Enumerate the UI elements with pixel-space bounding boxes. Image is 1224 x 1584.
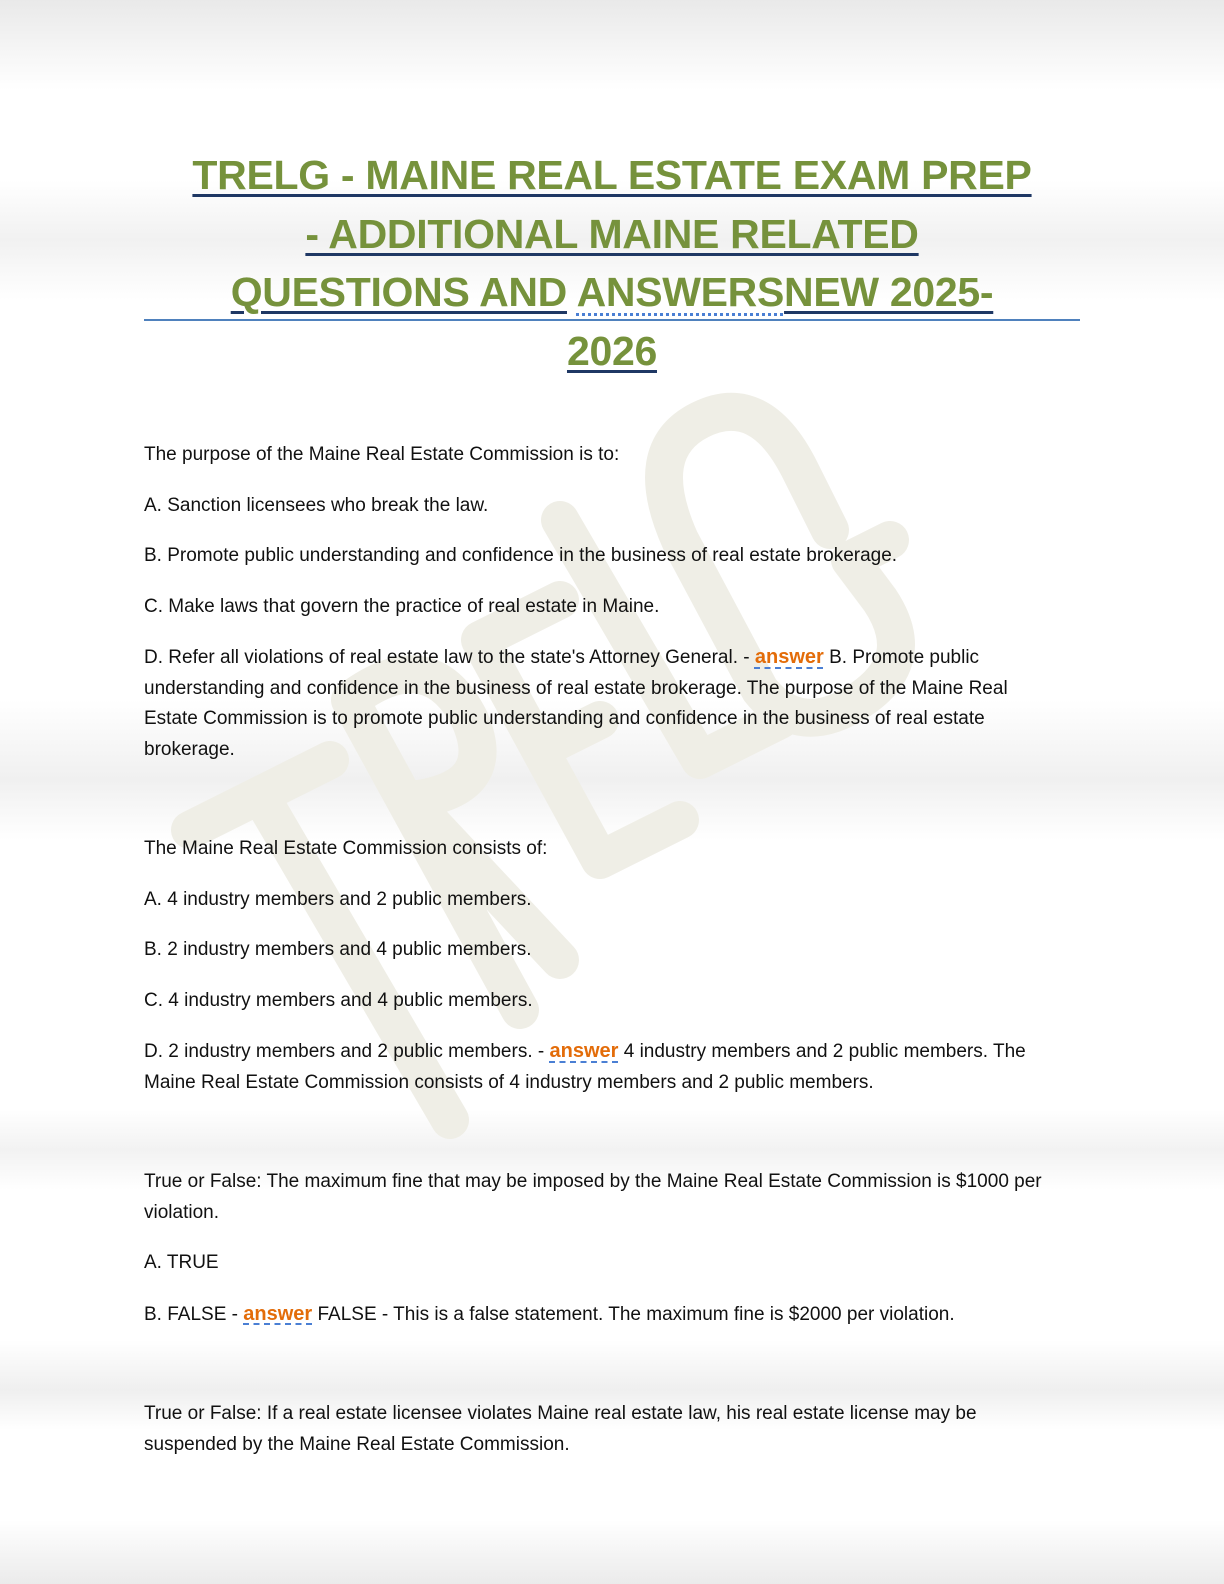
answer-text: 4 industry members and 2 public members. The Maine Real Estate Commission consists of 4 industry members and 2 public members. xyxy=(144,1041,1026,1093)
question-answer-paragraph: D. 2 industry members and 2 public members. - answer 4 industry members and 2 public members. The Maine Real Estate Commission consists of 4 industry members and 2 public members. xyxy=(144,1040,1026,1093)
answer-marker: answer xyxy=(243,1302,313,1325)
question-answer-paragraph: B. FALSE - answer FALSE - This is a false statement. The maximum fine is $2000 per violation. xyxy=(144,1302,955,1325)
title-line-3: QUESTIONS AND ANSWERSNEW 2025- xyxy=(230,269,994,315)
answer-marker: answer xyxy=(754,646,824,668)
question-answer-paragraph: D. Refer all violations of real estate law to the state's Attorney General. - answer B. Promote public understanding and confidence in the business of real estate brokerage. The purpose of the Maine Real Estate Commission is to promote public understanding and confidence in the business of real estate brokerage. xyxy=(144,646,1008,760)
question-1 xyxy=(144,440,1059,765)
question-2 xyxy=(144,834,1059,1098)
question-stem: The purpose of the Maine Real Estate Commission is to: xyxy=(144,444,620,465)
answer-text: FALSE - This is a false statement. The maximum fine is $2000 per violation. xyxy=(317,1303,955,1325)
question-3 xyxy=(144,1167,1059,1330)
question-stem: True or False: The maximum fine that may be imposed by the Maine Real Estate Commission is $1000 per violation. xyxy=(144,1171,1042,1223)
title-line-1: TRELG - MAINE REAL ESTATE EXAM PREP xyxy=(192,152,1032,198)
title-answers-word: ANSWERS xyxy=(576,269,785,315)
question-option: B. 2 industry members and 4 public members. xyxy=(144,939,532,960)
question-stem: The Maine Real Estate Commission consists of: xyxy=(144,838,548,859)
question-option: B. Promote public understanding and confidence in the business of real estate brokerage. xyxy=(144,545,898,566)
title-line-4: 2026 xyxy=(566,327,657,374)
document-title xyxy=(140,146,1084,380)
question-option: C. 4 industry members and 4 public members. xyxy=(144,989,533,1011)
title-line-2: - ADDITIONAL MAINE RELATED xyxy=(305,210,919,257)
answer-text: B. Promote public understanding and confidence in the business of real estate brokerage. The purpose of the Maine Real Estate Commission is to promote public understanding and confidence in the business of real estate brokerage. xyxy=(144,647,1008,760)
title-divider xyxy=(144,319,1080,321)
question-option: C. Make laws that govern the practice of real estate in Maine. xyxy=(144,595,660,617)
question-option: A. Sanction licensees who break the law. xyxy=(144,494,489,516)
question-option: A. 4 industry members and 2 public members. xyxy=(144,888,532,910)
question-option: A. TRUE xyxy=(144,1252,219,1273)
question-4 xyxy=(144,1399,1059,1460)
question-stem: True or False: If a real estate licensee violates Maine real estate law, his real estate license may be suspended by the Maine Real Estate Commission. xyxy=(144,1403,977,1455)
answer-marker: answer xyxy=(549,1040,619,1062)
